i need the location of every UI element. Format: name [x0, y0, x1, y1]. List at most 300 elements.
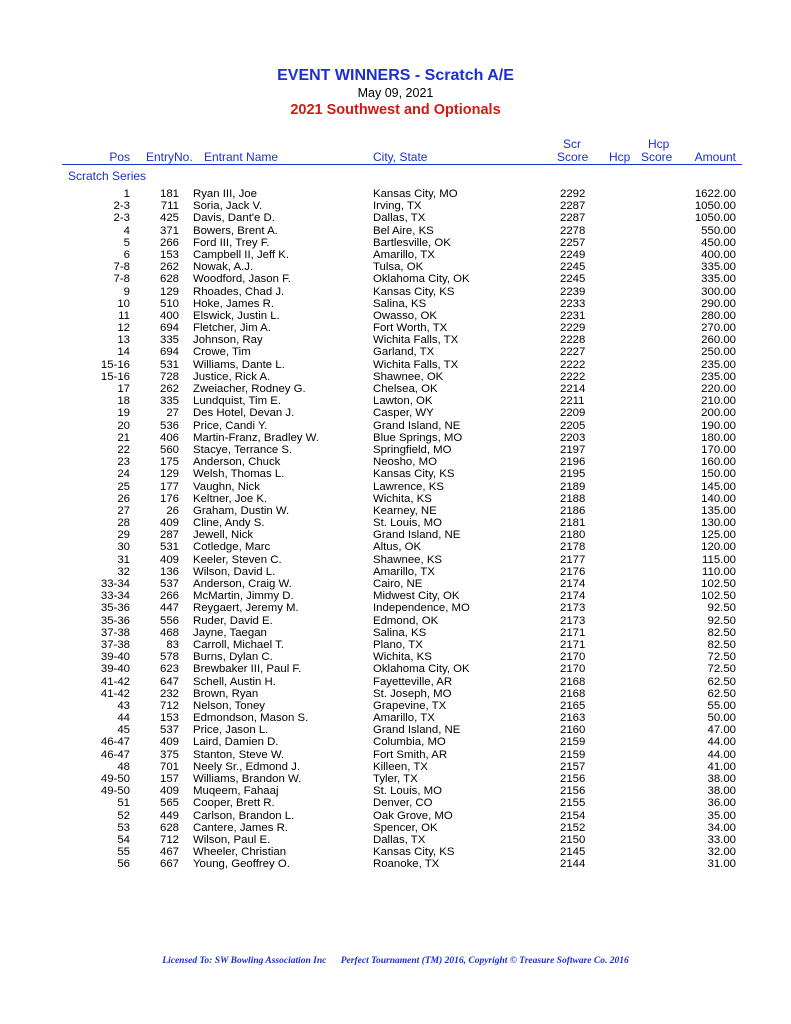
col-header-scr-top: Scr: [563, 137, 581, 151]
cell-city: Dallas, TX: [373, 833, 426, 846]
cell-city: Roanoke, TX: [373, 858, 440, 871]
cell-name: Cline, Andy S.: [193, 517, 265, 530]
cell-amount: 92.50: [707, 602, 736, 615]
cell-amount: 125.00: [701, 529, 736, 542]
cell-pos: 54: [117, 833, 130, 846]
cell-name: Burns, Dylan C.: [193, 651, 273, 664]
cell-amount: 200.00: [701, 407, 736, 420]
cell-amount: 62.50: [707, 675, 736, 688]
cell-entry: 694: [159, 322, 179, 335]
cell-name: Des Hotel, Devan J.: [193, 407, 295, 420]
cell-pos: 15-16: [100, 370, 130, 383]
col-header-city: City, State: [373, 150, 428, 164]
cell-entry: 177: [159, 480, 179, 493]
cell-entry: 262: [159, 383, 179, 395]
col-header-scr-bottom: Score: [557, 150, 589, 164]
cell-city: Oklahoma City, OK: [373, 663, 470, 676]
report-title: EVENT WINNERS - Scratch A/E: [277, 67, 514, 84]
header-rule: [62, 164, 742, 165]
cell-name: Laird, Damien D.: [193, 736, 279, 749]
cell-entry: 467: [159, 846, 179, 859]
table-row: [0, 663, 791, 675]
col-header-amount: Amount: [694, 150, 736, 164]
cell-city: Garland, TX: [373, 346, 435, 359]
footer-copyright: Perfect Tournament (TM) 2016, Copyright © Treasure Software Co. 2016: [340, 956, 629, 966]
cell-score: 2197: [560, 443, 586, 456]
results-table: [0, 188, 791, 871]
cell-pos: 49-50: [100, 773, 130, 785]
cell-city: Kansas City, KS: [373, 285, 455, 298]
table-row: [0, 468, 791, 480]
cell-score: 2180: [560, 529, 586, 542]
table-row: [0, 493, 791, 505]
cell-name: Elswick, Justin L.: [193, 309, 280, 322]
cell-name: Ryan III, Joe: [193, 188, 257, 200]
cell-city: Fort Smith, AR: [373, 748, 448, 761]
cell-name: Woodford, Jason F.: [193, 273, 291, 286]
col-header-hcp-bottom: Score: [641, 150, 673, 164]
table-row: [0, 736, 791, 748]
table-row: [0, 639, 791, 651]
cell-score: 2170: [560, 651, 586, 664]
cell-amount: 41.00: [707, 760, 736, 773]
cell-name: Carlson, Brandon L.: [193, 809, 295, 822]
cell-city: Killeen, TX: [373, 760, 428, 773]
cell-entry: 409: [159, 517, 179, 530]
cell-name: Stanton, Steve W.: [193, 748, 285, 761]
cell-amount: 150.00: [701, 468, 736, 481]
table-row: [0, 858, 791, 870]
cell-city: Grand Island, NE: [373, 529, 461, 542]
cell-score: 2159: [560, 748, 586, 761]
cell-name: Graham, Dustin W.: [193, 504, 290, 517]
cell-name: Jewell, Nick: [193, 529, 254, 542]
table-row: [0, 676, 791, 688]
cell-entry: 468: [159, 626, 179, 639]
cell-name: Campbell II, Jeff K.: [193, 248, 290, 261]
cell-city: Columbia, MO: [373, 736, 446, 749]
cell-city: Amarillo, TX: [373, 248, 435, 261]
cell-score: 2245: [560, 273, 586, 286]
cell-amount: 335.00: [701, 273, 736, 286]
cell-pos: 30: [117, 541, 130, 554]
cell-city: St. Louis, MO: [373, 785, 443, 798]
cell-amount: 110.00: [702, 565, 736, 578]
cell-amount: 72.50: [707, 663, 736, 676]
footer-license: Licensed To: SW Bowling Association Inc: [162, 956, 327, 966]
cell-pos: 29: [117, 529, 130, 542]
cell-name: Wilson, Paul E.: [193, 833, 271, 846]
cell-entry: 701: [159, 760, 179, 773]
cell-entry: 406: [159, 431, 179, 444]
cell-name: Nelson, Toney: [193, 699, 265, 712]
cell-amount: 36.00: [707, 797, 736, 810]
cell-entry: 537: [159, 578, 179, 590]
cell-name: Neely Sr., Edmond J.: [193, 760, 300, 773]
cell-amount: 550.00: [701, 224, 736, 237]
section-label: Scratch Series: [68, 169, 147, 183]
cell-city: Kearney, NE: [373, 504, 437, 517]
cell-entry: 711: [160, 200, 179, 213]
cell-name: Hoke, James R.: [193, 297, 275, 310]
cell-pos: 45: [117, 724, 130, 737]
cell-entry: 266: [159, 236, 179, 249]
cell-city: Fayetteville, AR: [373, 675, 453, 688]
cell-pos: 37-38: [100, 638, 130, 651]
cell-city: Wichita, KS: [373, 492, 432, 505]
cell-pos: 26: [117, 492, 130, 505]
cell-city: Wichita Falls, TX: [373, 358, 459, 371]
cell-entry: 409: [159, 553, 179, 566]
cell-city: Oklahoma City, OK: [373, 273, 470, 286]
table-row: [0, 834, 791, 846]
table-row: [0, 846, 791, 858]
cell-amount: 270.00: [701, 322, 736, 335]
cell-pos: 10: [117, 297, 130, 310]
cell-name: Vaughn, Nick: [193, 480, 260, 493]
cell-entry: 628: [159, 821, 179, 834]
cell-score: 2186: [560, 504, 586, 517]
cell-city: Casper, WY: [373, 407, 434, 420]
cell-amount: 220.00: [701, 383, 736, 395]
cell-name: Rhoades, Chad J.: [193, 285, 285, 298]
table-row: [0, 261, 791, 273]
cell-score: 2278: [560, 224, 586, 237]
cell-score: 2171: [560, 626, 586, 639]
cell-amount: 290.00: [701, 297, 736, 310]
table-row: [0, 700, 791, 712]
cell-entry: 266: [159, 590, 179, 603]
table-row: [0, 712, 791, 724]
table-row: [0, 273, 791, 285]
cell-city: Altus, OK: [373, 541, 422, 554]
cell-score: 2229: [560, 322, 586, 335]
cell-score: 2177: [560, 553, 586, 566]
cell-score: 2181: [560, 517, 586, 530]
cell-pos: 15-16: [100, 358, 130, 371]
cell-name: Johnson, Ray: [193, 334, 263, 347]
table-row: [0, 590, 791, 602]
cell-city: Wichita, KS: [373, 651, 432, 664]
cell-entry: 335: [159, 395, 179, 408]
table-row: [0, 286, 791, 298]
col-header-hcp: Hcp: [609, 150, 631, 164]
cell-score: 2231: [560, 309, 586, 322]
cell-pos: 41-42: [100, 687, 130, 700]
cell-name: Price, Candi Y.: [193, 419, 268, 432]
cell-pos: 6: [123, 248, 130, 261]
table-row: [0, 249, 791, 261]
cell-amount: 170.00: [701, 443, 736, 456]
cell-city: Shawnee, OK: [373, 370, 444, 383]
cell-entry: 449: [159, 809, 179, 822]
cell-score: 2214: [560, 383, 586, 395]
cell-score: 2159: [560, 736, 586, 749]
cell-entry: 565: [159, 797, 179, 810]
cell-score: 2195: [560, 468, 586, 481]
cell-city: Salina, KS: [373, 297, 427, 310]
cell-entry: 623: [159, 663, 179, 676]
table-row: [0, 810, 791, 822]
table-row: [0, 359, 791, 371]
cell-amount: 34.00: [707, 821, 736, 834]
cell-score: 2245: [560, 261, 586, 274]
cell-name: Ruder, David E.: [193, 614, 273, 627]
cell-amount: 300.00: [701, 285, 736, 298]
cell-entry: 578: [159, 651, 179, 664]
cell-name: Schell, Austin H.: [193, 675, 276, 688]
cell-score: 2178: [560, 541, 586, 554]
cell-amount: 335.00: [701, 261, 736, 274]
cell-amount: 50.00: [707, 712, 736, 725]
cell-score: 2160: [560, 724, 586, 737]
cell-amount: 1622.00: [694, 188, 736, 200]
cell-name: Anderson, Chuck: [193, 456, 281, 469]
cell-name: Edmondson, Mason S.: [193, 712, 309, 725]
table-row: [0, 566, 791, 578]
cell-amount: 160.00: [701, 456, 736, 469]
cell-score: 2292: [560, 188, 586, 200]
cell-name: Crowe, Tim: [193, 346, 251, 359]
table-row: [0, 237, 791, 249]
cell-pos: 13: [117, 334, 130, 347]
table-row: [0, 383, 791, 395]
table-row: [0, 200, 791, 212]
cell-pos: 51: [117, 797, 130, 810]
cell-city: Chelsea, OK: [373, 383, 438, 395]
cell-city: Grapevine, TX: [373, 699, 447, 712]
cell-amount: 1050.00: [694, 200, 736, 213]
cell-entry: 712: [159, 833, 179, 846]
table-row: [0, 444, 791, 456]
cell-city: Salina, KS: [373, 626, 427, 639]
cell-entry: 425: [159, 212, 179, 225]
cell-city: Irving, TX: [373, 200, 422, 213]
cell-amount: 120.00: [701, 541, 736, 554]
cell-name: Anderson, Craig W.: [193, 578, 292, 590]
cell-amount: 180.00: [701, 431, 736, 444]
cell-pos: 43: [117, 699, 130, 712]
cell-pos: 5: [123, 236, 130, 249]
cell-pos: 46-47: [100, 748, 130, 761]
cell-entry: 712: [159, 699, 179, 712]
cell-pos: 35-36: [100, 614, 130, 627]
cell-score: 2154: [560, 809, 586, 822]
cell-amount: 44.00: [707, 736, 736, 749]
cell-score: 2211: [560, 395, 585, 408]
cell-entry: 694: [159, 346, 179, 359]
cell-score: 2173: [560, 614, 586, 627]
cell-pos: 18: [117, 395, 130, 408]
cell-city: St. Louis, MO: [373, 517, 443, 530]
cell-pos: 23: [117, 456, 130, 469]
cell-city: Amarillo, TX: [373, 565, 435, 578]
cell-score: 2205: [560, 419, 586, 432]
cell-score: 2249: [560, 248, 586, 261]
cell-pos: 49-50: [100, 785, 130, 798]
cell-name: Cantere, James R.: [193, 821, 288, 834]
cell-pos: 44: [117, 712, 130, 725]
table-row: [0, 310, 791, 322]
cell-pos: 17: [117, 383, 130, 395]
cell-pos: 39-40: [100, 651, 130, 664]
cell-pos: 56: [117, 858, 130, 871]
cell-pos: 53: [117, 821, 130, 834]
cell-entry: 560: [159, 443, 179, 456]
cell-score: 2188: [560, 492, 586, 505]
cell-amount: 400.00: [701, 248, 736, 261]
cell-entry: 175: [159, 456, 179, 469]
table-row: [0, 395, 791, 407]
cell-pos: 25: [117, 480, 130, 493]
cell-score: 2176: [560, 565, 586, 578]
tournament-name: 2021 Southwest and Optionals: [290, 102, 501, 118]
cell-name: Cotledge, Marc: [193, 541, 271, 554]
cell-name: Wheeler, Christian: [193, 846, 287, 859]
table-row: [0, 554, 791, 566]
cell-amount: 102.50: [701, 578, 736, 590]
cell-name: Young, Geoffrey O.: [193, 858, 290, 871]
cell-city: Amarillo, TX: [373, 712, 435, 725]
cell-score: 2209: [560, 407, 586, 420]
cell-city: Tulsa, OK: [373, 261, 424, 274]
cell-entry: 409: [159, 785, 179, 798]
cell-entry: 510: [159, 297, 179, 310]
cell-amount: 55.00: [707, 699, 736, 712]
cell-pos: 9: [123, 285, 130, 298]
cell-amount: 190.00: [701, 419, 736, 432]
cell-name: Davis, Dant'e D.: [193, 212, 275, 225]
cell-score: 2287: [560, 200, 586, 213]
cell-pos: 32: [117, 565, 130, 578]
cell-entry: 262: [159, 261, 179, 274]
cell-amount: 140.00: [701, 492, 736, 505]
cell-name: Wilson, David L.: [193, 565, 276, 578]
cell-amount: 35.00: [707, 809, 736, 822]
cell-entry: 409: [159, 736, 179, 749]
cell-pos: 11: [118, 309, 130, 322]
cell-amount: 82.50: [707, 638, 736, 651]
cell-score: 2173: [560, 602, 586, 615]
cell-entry: 537: [159, 724, 179, 737]
table-row: [0, 432, 791, 444]
cell-score: 2174: [560, 590, 586, 603]
cell-pos: 33-34: [100, 590, 130, 603]
table-row: [0, 749, 791, 761]
cell-amount: 92.50: [707, 614, 736, 627]
table-row: [0, 225, 791, 237]
cell-name: Brown, Ryan: [193, 687, 259, 700]
cell-entry: 400: [159, 309, 179, 322]
cell-amount: 250.00: [701, 346, 736, 359]
cell-entry: 176: [159, 492, 179, 505]
cell-score: 2168: [560, 675, 586, 688]
table-row: [0, 651, 791, 663]
table-row: [0, 334, 791, 346]
cell-score: 2165: [560, 699, 586, 712]
cell-amount: 72.50: [707, 651, 736, 664]
cell-amount: 102.50: [701, 590, 736, 603]
table-row: [0, 785, 791, 797]
cell-pos: 24: [117, 468, 130, 481]
table-row: [0, 761, 791, 773]
cell-city: Dallas, TX: [373, 212, 426, 225]
cell-score: 2174: [560, 578, 586, 590]
cell-entry: 129: [159, 468, 179, 481]
cell-amount: 31.00: [707, 858, 736, 871]
cell-name: McMartin, Jimmy D.: [193, 590, 294, 603]
cell-city: St. Joseph, MO: [373, 687, 452, 700]
cell-entry: 335: [159, 334, 179, 347]
cell-city: Independence, MO: [373, 602, 470, 615]
cell-amount: 210.00: [701, 395, 736, 408]
cell-entry: 531: [159, 358, 179, 371]
cell-score: 2257: [560, 236, 586, 249]
cell-city: Wichita Falls, TX: [373, 334, 459, 347]
cell-pos: 7-8: [113, 261, 130, 274]
cell-city: Grand Island, NE: [373, 724, 461, 737]
cell-score: 2196: [560, 456, 586, 469]
table-row: [0, 212, 791, 224]
cell-city: Shawnee, KS: [373, 553, 443, 566]
table-row: [0, 541, 791, 553]
cell-city: Spencer, OK: [373, 821, 438, 834]
cell-pos: 21: [117, 431, 130, 444]
col-header-hcp-top: Hcp: [648, 137, 670, 151]
table-row: [0, 298, 791, 310]
cell-amount: 235.00: [701, 370, 736, 383]
table-row: [0, 517, 791, 529]
cell-city: Oak Grove, MO: [373, 809, 453, 822]
cell-amount: 38.00: [707, 773, 736, 785]
cell-pos: 20: [117, 419, 130, 432]
cell-entry: 287: [159, 529, 179, 542]
cell-city: Neosho, MO: [373, 456, 437, 469]
col-header-name: Entrant Name: [204, 150, 279, 164]
cell-name: Reygaert, Jeremy M.: [193, 602, 299, 615]
cell-city: Owasso, OK: [373, 309, 437, 322]
table-row: [0, 797, 791, 809]
cell-pos: 1: [123, 188, 130, 200]
cell-pos: 14: [117, 346, 130, 359]
cell-entry: 153: [159, 248, 179, 261]
table-row: [0, 188, 791, 200]
cell-pos: 41-42: [100, 675, 130, 688]
cell-pos: 7-8: [113, 273, 130, 286]
cell-score: 2233: [560, 297, 586, 310]
cell-name: Fletcher, Jim A.: [193, 322, 271, 335]
cell-name: Keltner, Joe K.: [193, 492, 268, 505]
cell-score: 2189: [560, 480, 586, 493]
cell-entry: 232: [159, 687, 179, 700]
cell-score: 2227: [560, 346, 586, 359]
table-row: [0, 346, 791, 358]
cell-amount: 450.00: [701, 236, 736, 249]
report-date: May 09, 2021: [357, 86, 434, 100]
cell-entry: 667: [159, 858, 179, 871]
col-header-pos: Pos: [109, 150, 130, 164]
cell-score: 2239: [560, 285, 586, 298]
table-row: [0, 773, 791, 785]
cell-amount: 62.50: [707, 687, 736, 700]
cell-name: Jayne, Taegan: [193, 626, 267, 639]
cell-name: Soria, Jack V.: [193, 200, 263, 213]
cell-city: Plano, TX: [373, 638, 423, 651]
cell-score: 2170: [560, 663, 586, 676]
cell-entry: 136: [159, 565, 179, 578]
cell-name: Brewbaker III, Paul F.: [193, 663, 302, 676]
table-row: [0, 322, 791, 334]
